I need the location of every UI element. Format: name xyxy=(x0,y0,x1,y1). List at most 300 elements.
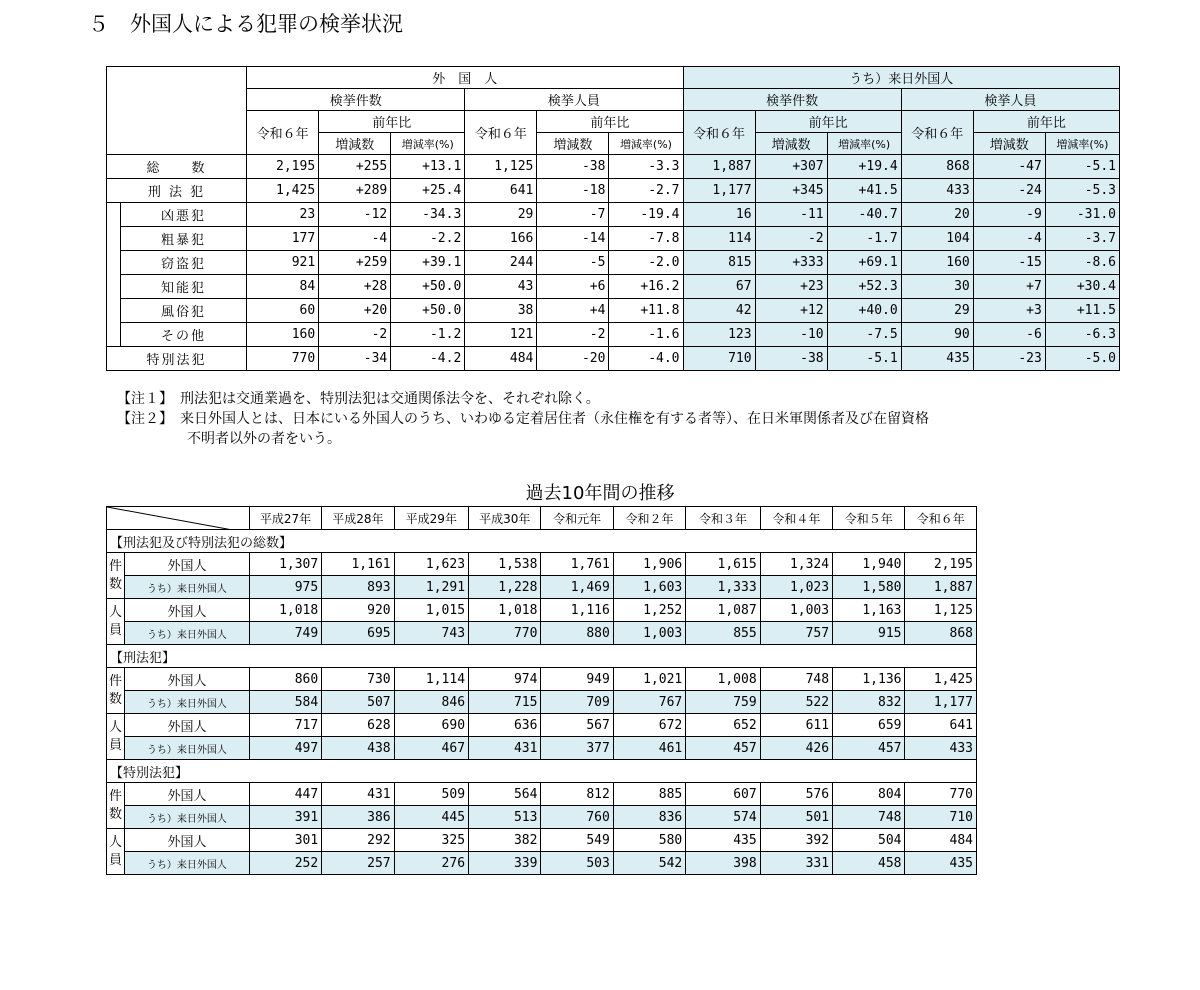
value-cell: -24 xyxy=(973,179,1045,203)
value-cell: 611 xyxy=(760,714,832,737)
trend-row xyxy=(107,691,977,714)
value-cell: +12 xyxy=(755,299,827,323)
label-visiting: うち）来日外国人 xyxy=(125,852,250,875)
value-cell: 915 xyxy=(833,622,905,645)
value-cell: -4.0 xyxy=(609,347,683,371)
value-cell: 1,291 xyxy=(394,576,468,599)
value-cell: +307 xyxy=(755,155,827,179)
value-cell: 1,163 xyxy=(833,599,905,622)
value-cell: 1,021 xyxy=(613,668,685,691)
value-cell: 84 xyxy=(247,275,319,299)
value-cell: -38 xyxy=(537,155,609,179)
value-cell: 458 xyxy=(833,852,905,875)
value-cell: 715 xyxy=(469,691,541,714)
trend-row xyxy=(107,714,977,737)
value-cell: -3.3 xyxy=(609,155,683,179)
header-change: 増減数 xyxy=(537,133,609,155)
value-cell: 868 xyxy=(901,155,973,179)
summary-row xyxy=(107,227,1120,251)
value-cell: 160 xyxy=(901,251,973,275)
value-cell: 759 xyxy=(686,691,760,714)
value-cell: 1,177 xyxy=(683,179,755,203)
value-cell: 426 xyxy=(760,737,832,760)
summary-row xyxy=(107,203,1120,227)
value-cell: 652 xyxy=(686,714,760,737)
value-cell: -2.2 xyxy=(391,227,465,251)
value-cell: 1,125 xyxy=(905,599,977,622)
row-label: 特別法犯 xyxy=(107,347,247,371)
value-cell: 433 xyxy=(905,737,977,760)
value-cell: 1,161 xyxy=(322,553,394,576)
value-cell: 29 xyxy=(465,203,537,227)
value-cell: -2 xyxy=(755,227,827,251)
row-label: 刑 法 犯 xyxy=(107,179,247,203)
value-cell: 1,333 xyxy=(686,576,760,599)
value-cell: 1,136 xyxy=(833,668,905,691)
value-cell: 1,940 xyxy=(833,553,905,576)
value-cell: 457 xyxy=(833,737,905,760)
header-r6: 令和６年 xyxy=(465,111,537,155)
value-cell: 522 xyxy=(760,691,832,714)
row-label: 風俗犯 xyxy=(121,299,247,323)
value-cell: -5.1 xyxy=(827,347,901,371)
label-foreign: 外国人 xyxy=(125,783,250,806)
value-cell: +11.8 xyxy=(609,299,683,323)
value-cell: 67 xyxy=(683,275,755,299)
label-visiting: うち）来日外国人 xyxy=(125,737,250,760)
value-cell: 398 xyxy=(686,852,760,875)
value-cell: 1,425 xyxy=(247,179,319,203)
value-cell: -40.7 xyxy=(827,203,901,227)
value-cell: 445 xyxy=(394,806,468,829)
value-cell: 29 xyxy=(901,299,973,323)
value-cell: 435 xyxy=(686,829,760,852)
value-cell: 513 xyxy=(469,806,541,829)
year-header: 平成27年 xyxy=(249,507,321,530)
trend-row xyxy=(107,806,977,829)
value-cell: 709 xyxy=(541,691,613,714)
value-cell: 717 xyxy=(249,714,321,737)
value-cell: 60 xyxy=(247,299,319,323)
value-cell: 431 xyxy=(322,783,394,806)
value-cell: 435 xyxy=(905,852,977,875)
section-row xyxy=(107,530,977,553)
value-cell: 815 xyxy=(683,251,755,275)
value-cell: 2,195 xyxy=(905,553,977,576)
value-cell: 1,623 xyxy=(394,553,468,576)
summary-row xyxy=(107,179,1120,203)
value-cell: 576 xyxy=(760,783,832,806)
value-cell: 564 xyxy=(469,783,541,806)
note-2-continued: 不明者以外の者をいう。 xyxy=(117,431,341,447)
value-cell: 1,125 xyxy=(465,155,537,179)
summary-row xyxy=(107,275,1120,299)
value-cell: 1,018 xyxy=(249,599,321,622)
value-cell: 574 xyxy=(686,806,760,829)
value-cell: -23 xyxy=(973,347,1045,371)
value-cell: 503 xyxy=(541,852,613,875)
value-cell: 1,228 xyxy=(469,576,541,599)
section-title: 【特別法犯】 xyxy=(107,760,977,783)
value-cell: 484 xyxy=(465,347,537,371)
value-cell: +50.0 xyxy=(391,275,465,299)
value-cell: 42 xyxy=(683,299,755,323)
value-cell: 1,887 xyxy=(683,155,755,179)
row-label: 総 数 xyxy=(107,155,247,179)
value-cell: 433 xyxy=(901,179,973,203)
value-cell: 507 xyxy=(322,691,394,714)
value-cell: 377 xyxy=(541,737,613,760)
year-header: 令和２年 xyxy=(613,507,685,530)
value-cell: 757 xyxy=(760,622,832,645)
header-r6: 令和６年 xyxy=(683,111,755,155)
side-label: 人員 xyxy=(107,714,125,760)
label-visiting: うち）来日外国人 xyxy=(125,691,250,714)
header-yoy: 前年比 xyxy=(755,111,901,133)
value-cell: 331 xyxy=(760,852,832,875)
value-cell: 832 xyxy=(833,691,905,714)
value-cell: 1,580 xyxy=(833,576,905,599)
header-rate: 増減率(%) xyxy=(827,133,901,155)
value-cell: 301 xyxy=(249,829,321,852)
value-cell: 949 xyxy=(541,668,613,691)
value-cell: 846 xyxy=(394,691,468,714)
value-cell: 457 xyxy=(686,737,760,760)
value-cell: 484 xyxy=(905,829,977,852)
value-cell: 276 xyxy=(394,852,468,875)
value-cell: 921 xyxy=(247,251,319,275)
trend-row xyxy=(107,599,977,622)
label-visiting: うち）来日外国人 xyxy=(125,576,250,599)
value-cell: -5.1 xyxy=(1045,155,1119,179)
header-cases: 検挙件数 xyxy=(683,89,901,111)
value-cell: 607 xyxy=(686,783,760,806)
value-cell: -6 xyxy=(973,323,1045,347)
value-cell: +255 xyxy=(319,155,391,179)
value-cell: +30.4 xyxy=(1045,275,1119,299)
value-cell: 43 xyxy=(465,275,537,299)
value-cell: 2,195 xyxy=(247,155,319,179)
corner-cell xyxy=(107,67,247,155)
value-cell: +20 xyxy=(319,299,391,323)
value-cell: 1,252 xyxy=(613,599,685,622)
summary-row xyxy=(107,155,1120,179)
value-cell: 1,116 xyxy=(541,599,613,622)
value-cell: 1,469 xyxy=(541,576,613,599)
value-cell: -18 xyxy=(537,179,609,203)
value-cell: 447 xyxy=(249,783,321,806)
row-label: 粗暴犯 xyxy=(121,227,247,251)
value-cell: 836 xyxy=(613,806,685,829)
header-cases: 検挙件数 xyxy=(247,89,465,111)
value-cell: 1,615 xyxy=(686,553,760,576)
header-rate: 増減率(%) xyxy=(609,133,683,155)
value-cell: 1,324 xyxy=(760,553,832,576)
value-cell: 804 xyxy=(833,783,905,806)
value-cell: -5.0 xyxy=(1045,347,1119,371)
value-cell: -2.0 xyxy=(609,251,683,275)
value-cell: 325 xyxy=(394,829,468,852)
value-cell: -20 xyxy=(537,347,609,371)
header-yoy: 前年比 xyxy=(973,111,1119,133)
label-visiting: うち）来日外国人 xyxy=(125,622,250,645)
value-cell: -2 xyxy=(319,323,391,347)
side-label: 人員 xyxy=(107,599,125,645)
value-cell: -15 xyxy=(973,251,1045,275)
value-cell: 1,003 xyxy=(613,622,685,645)
value-cell: 504 xyxy=(833,829,905,852)
value-cell: 339 xyxy=(469,852,541,875)
value-cell: -8.6 xyxy=(1045,251,1119,275)
value-cell: -7 xyxy=(537,203,609,227)
value-cell: 114 xyxy=(683,227,755,251)
year-header: 令和元年 xyxy=(541,507,613,530)
side-label: 件数 xyxy=(107,668,125,714)
value-cell: 1,087 xyxy=(686,599,760,622)
value-cell: 1,603 xyxy=(613,576,685,599)
trend-row xyxy=(107,737,977,760)
value-cell: 974 xyxy=(469,668,541,691)
trend-row xyxy=(107,852,977,875)
row-label: その他 xyxy=(121,323,247,347)
value-cell: 38 xyxy=(465,299,537,323)
year-header: 平成30年 xyxy=(469,507,541,530)
value-cell: -34 xyxy=(319,347,391,371)
value-cell: -19.4 xyxy=(609,203,683,227)
value-cell: 743 xyxy=(394,622,468,645)
value-cell: 386 xyxy=(322,806,394,829)
value-cell: 431 xyxy=(469,737,541,760)
value-cell: 567 xyxy=(541,714,613,737)
value-cell: -2.7 xyxy=(609,179,683,203)
value-cell: 382 xyxy=(469,829,541,852)
note-1: 【注１】 刑法犯は交通業過を、特別法犯は交通関係法令を、それぞれ除く。 xyxy=(117,391,600,407)
value-cell: +40.0 xyxy=(827,299,901,323)
value-cell: 435 xyxy=(901,347,973,371)
value-cell: 123 xyxy=(683,323,755,347)
value-cell: +28 xyxy=(319,275,391,299)
label-foreign: 外国人 xyxy=(125,553,250,576)
side-label: 人員 xyxy=(107,829,125,875)
value-cell: +3 xyxy=(973,299,1045,323)
header-rate: 増減率(%) xyxy=(1045,133,1119,155)
side-label: 件数 xyxy=(107,553,125,599)
value-cell: 392 xyxy=(760,829,832,852)
side-label: 件数 xyxy=(107,783,125,829)
value-cell: -47 xyxy=(973,155,1045,179)
value-cell: 160 xyxy=(247,323,319,347)
value-cell: +6 xyxy=(537,275,609,299)
value-cell: +259 xyxy=(319,251,391,275)
label-visiting: うち）来日外国人 xyxy=(125,806,250,829)
value-cell: -5.3 xyxy=(1045,179,1119,203)
value-cell: 90 xyxy=(901,323,973,347)
value-cell: -4.2 xyxy=(391,347,465,371)
value-cell: +345 xyxy=(755,179,827,203)
row-label: 知能犯 xyxy=(121,275,247,299)
trend-row xyxy=(107,783,977,806)
value-cell: 16 xyxy=(683,203,755,227)
value-cell: -9 xyxy=(973,203,1045,227)
value-cell: 292 xyxy=(322,829,394,852)
year-header: 令和５年 xyxy=(833,507,905,530)
value-cell: -7.5 xyxy=(827,323,901,347)
summary-table xyxy=(106,66,1120,371)
header-r6: 令和６年 xyxy=(901,111,973,155)
year-header: 平成29年 xyxy=(394,507,468,530)
header-foreign: 外 国 人 xyxy=(247,67,683,89)
value-cell: -4 xyxy=(973,227,1045,251)
value-cell: 672 xyxy=(613,714,685,737)
value-cell: 1,018 xyxy=(469,599,541,622)
value-cell: 636 xyxy=(469,714,541,737)
value-cell: 1,425 xyxy=(905,668,977,691)
value-cell: 855 xyxy=(686,622,760,645)
value-cell: -11 xyxy=(755,203,827,227)
value-cell: -10 xyxy=(755,323,827,347)
value-cell: +4 xyxy=(537,299,609,323)
value-cell: 749 xyxy=(249,622,321,645)
value-cell: 812 xyxy=(541,783,613,806)
value-cell: -1.2 xyxy=(391,323,465,347)
summary-row xyxy=(107,323,1120,347)
value-cell: +13.1 xyxy=(391,155,465,179)
header-rate: 増減率(%) xyxy=(391,133,465,155)
trend-row xyxy=(107,576,977,599)
value-cell: 1,538 xyxy=(469,553,541,576)
section-row xyxy=(107,645,977,668)
section-row xyxy=(107,760,977,783)
label-foreign: 外国人 xyxy=(125,599,250,622)
value-cell: 1,906 xyxy=(613,553,685,576)
value-cell: 748 xyxy=(760,668,832,691)
header-yoy: 前年比 xyxy=(537,111,683,133)
value-cell: 710 xyxy=(683,347,755,371)
section-title: 【刑法犯及び特別法犯の総数】 xyxy=(107,530,977,553)
value-cell: 244 xyxy=(465,251,537,275)
header-yoy: 前年比 xyxy=(319,111,465,133)
value-cell: 868 xyxy=(905,622,977,645)
value-cell: 177 xyxy=(247,227,319,251)
value-cell: -2 xyxy=(537,323,609,347)
value-cell: 748 xyxy=(833,806,905,829)
value-cell: 695 xyxy=(322,622,394,645)
trend-row xyxy=(107,829,977,852)
indent-cell xyxy=(107,203,121,347)
value-cell: +19.4 xyxy=(827,155,901,179)
value-cell: +289 xyxy=(319,179,391,203)
value-cell: 497 xyxy=(249,737,321,760)
value-cell: 1,015 xyxy=(394,599,468,622)
value-cell: 770 xyxy=(247,347,319,371)
value-cell: 1,307 xyxy=(249,553,321,576)
row-label: 窃盗犯 xyxy=(121,251,247,275)
value-cell: +7 xyxy=(973,275,1045,299)
row-label: 凶悪犯 xyxy=(121,203,247,227)
value-cell: 467 xyxy=(394,737,468,760)
value-cell: 893 xyxy=(322,576,394,599)
value-cell: -1.7 xyxy=(827,227,901,251)
summary-row xyxy=(107,251,1120,275)
summary-row xyxy=(107,299,1120,323)
value-cell: +69.1 xyxy=(827,251,901,275)
value-cell: 121 xyxy=(465,323,537,347)
value-cell: 920 xyxy=(322,599,394,622)
value-cell: 1,761 xyxy=(541,553,613,576)
value-cell: 1,023 xyxy=(760,576,832,599)
value-cell: 730 xyxy=(322,668,394,691)
value-cell: 1,003 xyxy=(760,599,832,622)
value-cell: -6.3 xyxy=(1045,323,1119,347)
year-header: 令和３年 xyxy=(686,507,760,530)
note-2: 【注２】 来日外国人とは、日本にいる外国人のうち、いわゆる定着居住者（永住権を有する者等）、在日米軍関係者及び在留資格 xyxy=(117,411,929,427)
value-cell: 549 xyxy=(541,829,613,852)
header-change: 増減数 xyxy=(319,133,391,155)
value-cell: 584 xyxy=(249,691,321,714)
value-cell: 509 xyxy=(394,783,468,806)
value-cell: -34.3 xyxy=(391,203,465,227)
value-cell: 461 xyxy=(613,737,685,760)
header-change: 増減数 xyxy=(973,133,1045,155)
header-change: 増減数 xyxy=(755,133,827,155)
value-cell: -4 xyxy=(319,227,391,251)
value-cell: -38 xyxy=(755,347,827,371)
value-cell: 1,114 xyxy=(394,668,468,691)
value-cell: 1,008 xyxy=(686,668,760,691)
value-cell: 885 xyxy=(613,783,685,806)
value-cell: 257 xyxy=(322,852,394,875)
header-persons: 検挙人員 xyxy=(901,89,1119,111)
value-cell: +23 xyxy=(755,275,827,299)
corner-diagonal-cell xyxy=(107,507,250,530)
value-cell: 104 xyxy=(901,227,973,251)
value-cell: +11.5 xyxy=(1045,299,1119,323)
page-title: ５ 外国人による犯罪の検挙状況 xyxy=(88,12,403,36)
value-cell: 580 xyxy=(613,829,685,852)
year-header: 平成28年 xyxy=(322,507,394,530)
value-cell: 628 xyxy=(322,714,394,737)
value-cell: 1,887 xyxy=(905,576,977,599)
value-cell: 770 xyxy=(905,783,977,806)
value-cell: 542 xyxy=(613,852,685,875)
value-cell: +16.2 xyxy=(609,275,683,299)
value-cell: 501 xyxy=(760,806,832,829)
label-foreign: 外国人 xyxy=(125,668,250,691)
value-cell: -3.7 xyxy=(1045,227,1119,251)
value-cell: 760 xyxy=(541,806,613,829)
year-header: 令和６年 xyxy=(905,507,977,530)
value-cell: -5 xyxy=(537,251,609,275)
section-title: 【刑法犯】 xyxy=(107,645,977,668)
label-foreign: 外国人 xyxy=(125,829,250,852)
value-cell: +39.1 xyxy=(391,251,465,275)
value-cell: 975 xyxy=(249,576,321,599)
value-cell: +333 xyxy=(755,251,827,275)
year-header: 令和４年 xyxy=(760,507,832,530)
value-cell: +25.4 xyxy=(391,179,465,203)
value-cell: 880 xyxy=(541,622,613,645)
header-r6: 令和６年 xyxy=(247,111,319,155)
value-cell: -12 xyxy=(319,203,391,227)
value-cell: 23 xyxy=(247,203,319,227)
value-cell: +50.0 xyxy=(391,299,465,323)
value-cell: +41.5 xyxy=(827,179,901,203)
header-visiting: うち）来日外国人 xyxy=(683,67,1120,89)
value-cell: 391 xyxy=(249,806,321,829)
value-cell: -7.8 xyxy=(609,227,683,251)
value-cell: -1.6 xyxy=(609,323,683,347)
trend-row xyxy=(107,668,977,691)
